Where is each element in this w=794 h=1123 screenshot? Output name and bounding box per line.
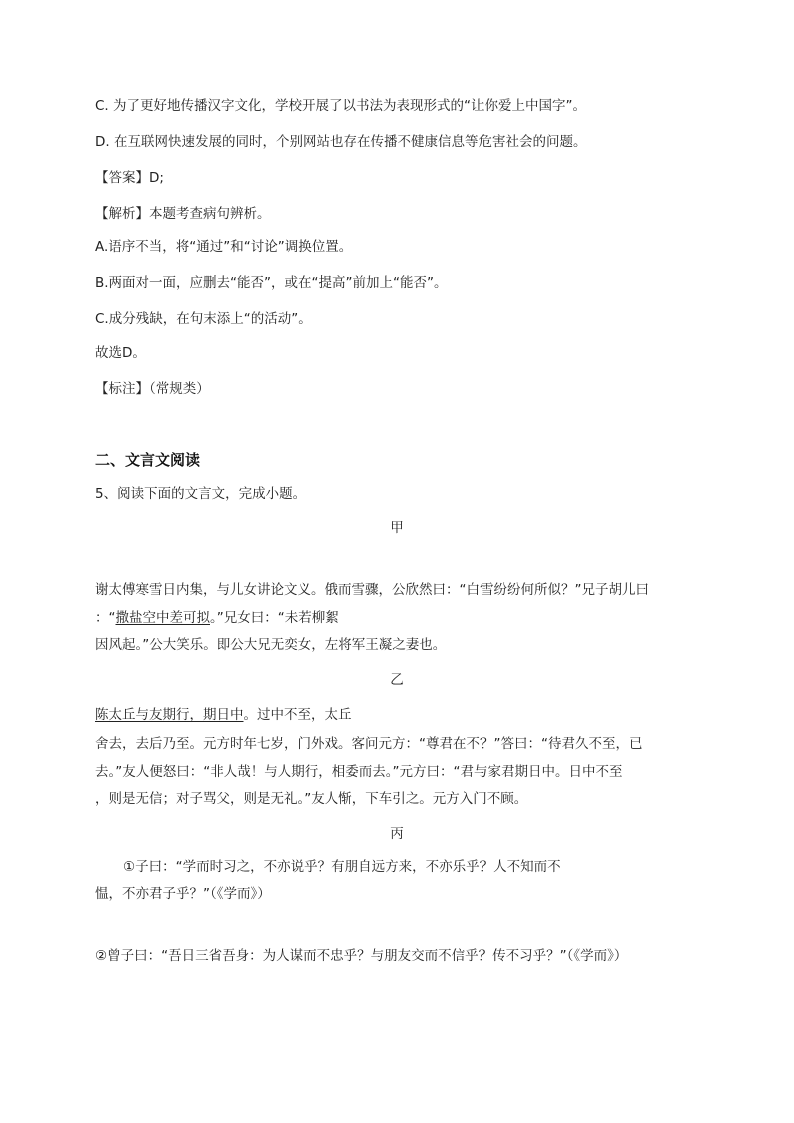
passage-jia-line-3: 因风起。”公大笑乐。即公大兄无奕女，左将军王凝之妻也。 xyxy=(95,637,447,653)
question-prompt: 5、阅读下面的文言文，完成小题。 xyxy=(95,486,307,502)
conclusion: 故选D。 xyxy=(95,345,146,361)
text-fragment: 。”兄女曰：“未若柳絮 xyxy=(210,610,339,626)
passage-bing-item-1-line-1: ①子曰：“学而时习之，不亦说乎？有朋自远方来，不亦乐乎？人不知而不 xyxy=(123,859,561,875)
passage-bing-title: 丙 xyxy=(390,826,404,842)
analysis-a: A.语序不当，将“通过”和“讨论”调换位置。 xyxy=(95,239,353,255)
passage-yi-line-2: 舍去，去后乃至。元方时年七岁，门外戏。客问元方：“尊君在不？”答曰：“待君久不至，已 xyxy=(95,736,643,752)
answer-line: 【答案】D; xyxy=(95,170,164,186)
passage-yi-line-3: 去。”友人便怒曰：“非人哉！与人期行，相委而去。”元方曰：“君与家君期日中。日中不至 xyxy=(95,764,623,780)
analysis-c: C.成分残缺，在句末添上“的活动”。 xyxy=(95,311,312,327)
section-heading: 二、文言文阅读 xyxy=(95,451,201,469)
underlined-phrase: 撒盐空中差可拟 xyxy=(115,610,210,626)
passage-jia-line-1: 谢太傅寒雪日内集，与儿女讲论文义。俄而雪骤，公欣然曰：“白雪纷纷何所似？”兄子胡儿曰 xyxy=(95,582,649,598)
passage-bing-item-2: ②曾子曰：“吾日三省吾身：为人谋而不忠乎？与朋友交而不信乎？传不习乎？”（《学而》） xyxy=(95,948,628,964)
option-d: D. 在互联网快速发展的同时，个别网站也存在传播不健康信息等危害社会的问题。 xyxy=(95,134,587,150)
text-fragment: 。过中不至，太丘 xyxy=(243,707,352,723)
passage-yi-title: 乙 xyxy=(390,672,404,688)
underlined-phrase: 陈太丘与友期行，期日中 xyxy=(95,707,244,723)
passage-jia-line-2 xyxy=(95,609,339,627)
option-c: C. 为了更好地传播汉字文化，学校开展了以书法为表现形式的“让你爱上中国字”。 xyxy=(95,98,586,114)
passage-jia-title: 甲 xyxy=(390,520,404,536)
analysis-line: 【解析】本题考查病句辨析。 xyxy=(95,206,271,222)
passage-yi-line-1 xyxy=(95,706,352,724)
tag-line: 【标注】（常规类） xyxy=(95,381,210,397)
text-fragment: ：“ xyxy=(95,610,116,626)
passage-bing-item-1-line-2: 愠，不亦君子乎？”（《学而》） xyxy=(95,886,271,902)
passage-yi-line-4: ，则是无信；对子骂父，则是无礼。”友人惭，下车引之。元方入门不顾。 xyxy=(95,791,528,807)
analysis-b: B.两面对一面，应删去“能否”，或在“提高”前加上“能否”。 xyxy=(95,275,448,291)
